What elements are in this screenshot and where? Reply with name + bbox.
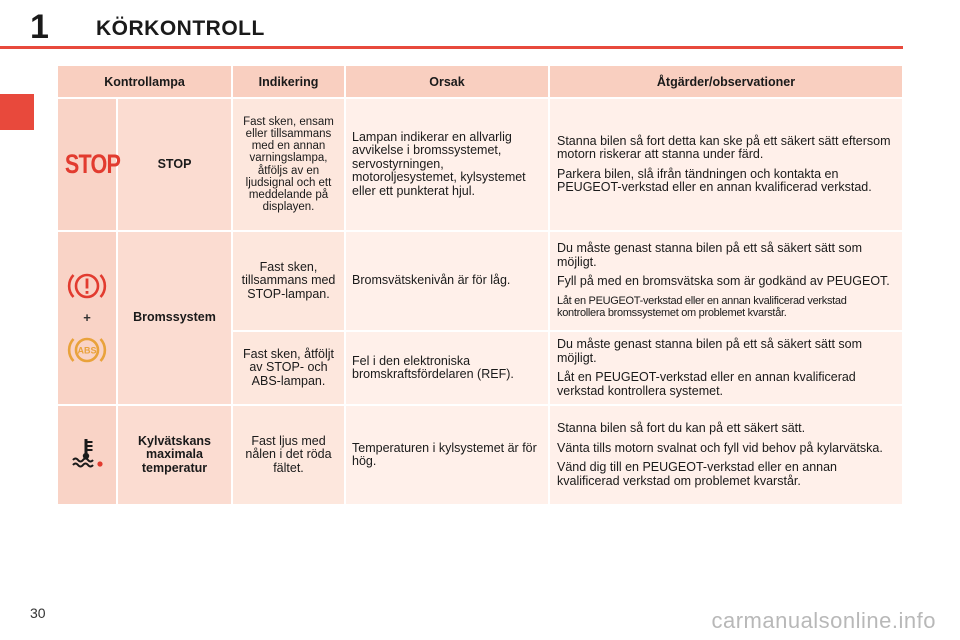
action-text: Stanna bilen så fort du kan på ett säkert sätt.	[557, 421, 806, 435]
table-row-coolant	[58, 406, 902, 504]
action-text: Du måste genast stanna bilen på ett så säkert sätt som möjligt.	[557, 337, 863, 365]
indication-stop: Fast sken, ensam eller tillsammans med en annan varningslampa, åtföljs av en ljudsignal och ett meddelande på displayen.	[233, 99, 344, 230]
action-text: Fyll på med en bromsvätska som är godkänd av PEUGEOT.	[557, 274, 890, 289]
stop-icon-cell	[58, 99, 121, 230]
coolant-temperature-icon	[67, 435, 107, 471]
actions-coolant	[550, 406, 902, 504]
actions-brake-2	[550, 332, 902, 404]
action-text: Vänd dig till en PEUGEOT-verkstad eller en annan kvalificerad verkstad om problemet kvarstår.	[557, 460, 838, 488]
actions-brake-1	[550, 232, 902, 330]
lamp-name-coolant: Kylvätskans maximala temperatur	[118, 406, 231, 504]
stop-icon: STOP	[64, 148, 121, 179]
abs-icon-text: ABS	[77, 345, 97, 356]
action-text: Vänta tills motorn svalnat och fyll vid behov på kylarvätska.	[557, 440, 883, 455]
table-row-stop	[58, 99, 902, 230]
brake-warning-icon	[67, 269, 107, 303]
watermark: carmanualsonline.info	[711, 608, 936, 633]
col-header-atgarder: Åtgärder/observationer	[550, 66, 902, 97]
action-text: Du måste genast stanna bilen på ett så säkert sätt som möjligt.	[557, 241, 863, 269]
chapter-number: 1	[30, 8, 49, 46]
abs-icon	[67, 333, 107, 367]
indication-coolant: Fast ljus med nålen i det röda fältet.	[233, 406, 344, 504]
col-header-indikering: Indikering	[233, 66, 344, 97]
action-text: Låt en PEUGEOT-verkstad eller en annan kvalificerad verkstad kontrollera systemet.	[557, 370, 856, 398]
col-header-kontrollampa: Kontrollampa	[58, 66, 231, 97]
action-text: Låt en PEUGEOT-verkstad eller en annan kvalificerad verkstad kontrollera bromssystemet om problemet kvarstår.	[557, 294, 847, 320]
cause-stop: Lampan indikerar en allvarlig avvikelse i bromssystemet, servostyrningen, motoroljesystemet, kylsystemet eller ett punkterat hjul.	[346, 99, 548, 230]
lamp-name-stop: STOP	[118, 99, 231, 230]
cause-brake-2: Fel i den elektroniska bromskraftsfördelaren (REF).	[346, 332, 548, 404]
cause-coolant: Temperaturen i kylsystemet är för hög.	[346, 406, 548, 504]
col-header-orsak: Orsak	[346, 66, 548, 97]
brake-icons-cell	[58, 232, 116, 404]
cause-brake-1: Bromsvätskenivån är för låg.	[346, 232, 548, 330]
indication-brake-2: Fast sken, åtföljt av STOP- och ABS-lampan.	[233, 332, 344, 404]
coolant-icon-cell	[58, 406, 116, 504]
action-text: Stanna bilen så fort detta kan ske på ett säkert sätt eftersom motorn riskerar att stanna under färd.	[557, 133, 891, 161]
lamp-name-brake: Bromssystem	[118, 232, 231, 404]
page-number: 30	[30, 605, 46, 621]
chapter-title: KÖRKONTROLL	[96, 17, 265, 40]
table-row-brake-1	[58, 232, 902, 330]
action-text: Parkera bilen, slå ifrån tändningen och kontakta en PEUGEOT-verkstad eller en annan kvalificerad verkstad.	[557, 166, 872, 194]
indication-brake-1: Fast sken, tillsammans med STOP-lampan.	[233, 232, 344, 330]
warning-lamp-table	[56, 64, 904, 506]
header-rule	[0, 46, 903, 49]
plus-sign: +	[83, 309, 91, 325]
actions-stop	[550, 99, 902, 230]
table-header-row	[58, 66, 902, 97]
chapter-side-tab	[0, 94, 34, 130]
